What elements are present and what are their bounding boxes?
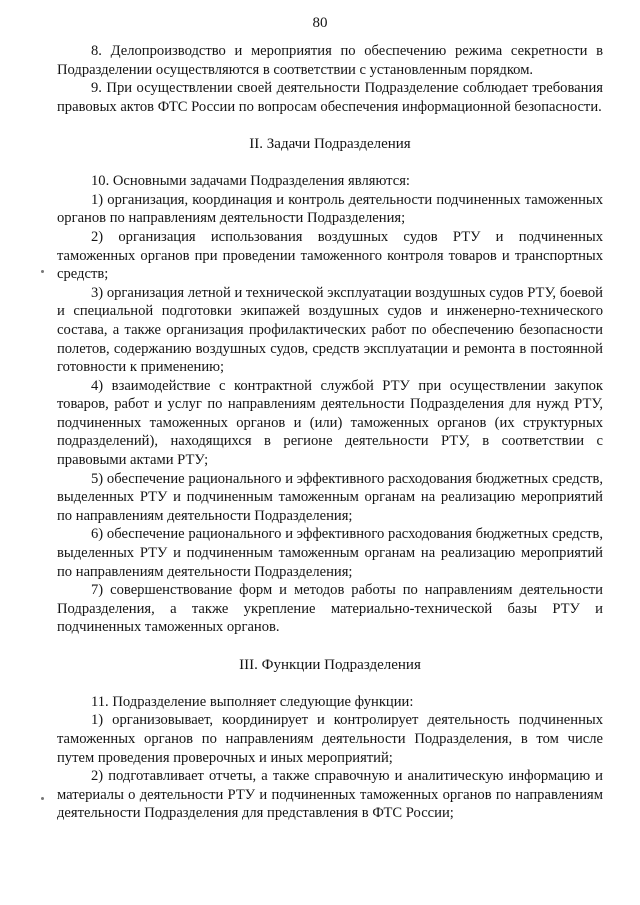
- spacer: [57, 154, 603, 173]
- task-item-1: 1) организация, координация и контроль деятельности подчиненных таможенных органов по направлениям деятельности Подразделения;: [57, 191, 603, 227]
- paragraph-11: 11. Подразделение выполняет следующие функции:: [91, 693, 414, 710]
- document-body: [57, 42, 603, 823]
- margin-mark: [41, 797, 44, 800]
- function-item-1: 1) организовывает, координирует и контролирует деятельность подчиненных таможенных органов по направлениям деятельности Подразделения, в том числе путем проведения проверочных и иных мероприятий;: [57, 712, 603, 766]
- spacer: [57, 637, 603, 656]
- task-item-3: 3) организация летной и технической эксплуатации воздушных судов РТУ, боевой и специальной подготовки экипажей воздушных судов и инженерно-технического состава, а также организация профилактических работ по обеспечению безопасности полетов, содержанию воздушных судов, средств эксплуатации и ремонта в постоянной готовности к применению;: [57, 284, 603, 376]
- margin-mark: [41, 270, 44, 273]
- function-item-2: 2) подготавливает отчеты, а также справочную и аналитическую информацию и материалы о деятельности РТУ и подчиненных таможенных органов по направлениям деятельности Подразделения для представления в ФТС России;: [57, 768, 603, 822]
- section-heading-tasks: II. Задачи Подразделения: [249, 135, 411, 152]
- task-item-7: 7) совершенствование форм и методов работы по направлениям деятельности Подразделения, а также укрепление материально-технической базы РТУ и подчиненных таможенных органов.: [57, 582, 603, 636]
- spacer: [57, 116, 603, 135]
- spacer: [57, 674, 603, 693]
- task-item-6: 6) обеспечение рационального и эффективного расходования бюджетных средств, выделенных РТУ и подчиненным таможенным органам на реализацию мероприятий по направлениям деятельности Подразделения;: [57, 526, 603, 580]
- task-item-2: 2) организация использования воздушных судов РТУ и подчиненных таможенных органов при проведении таможенного контроля товаров и транспортных средств;: [57, 228, 603, 283]
- paragraph-8: 8. Делопроизводство и мероприятия по обеспечению режима секретности в Подразделении осуществляются в соответствии с установленным порядком.: [57, 43, 603, 78]
- section-heading-functions: III. Функции Подразделения: [239, 656, 421, 673]
- page-number: 80: [312, 15, 328, 31]
- task-item-4: 4) взаимодействие с контрактной службой РТУ при осуществлении закупок товаров, работ и услуг по направлениям деятельности Подразделения для нужд РТУ, подчиненных таможенных органов и (или) таможенных органов (их структурных подразделений), находящихся в регионе деятельности РТУ, в соответствии с правовыми актами РТУ;: [57, 377, 603, 469]
- task-item-5: 5) обеспечение рационального и эффективного расходования бюджетных средств, выделенных РТУ и подчиненным таможенным органам на реализацию мероприятий по направлениям деятельности Подразделения;: [57, 470, 603, 524]
- paragraph-9: 9. При осуществлении своей деятельности Подразделение соблюдает требования правовых актов ФТС России по вопросам обеспечения информационной безопасности.: [57, 80, 603, 115]
- paragraph-10: 10. Основными задачами Подразделения являются:: [91, 173, 410, 190]
